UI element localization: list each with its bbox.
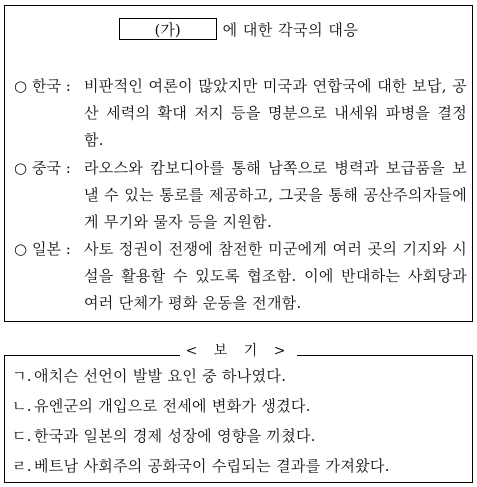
title-text: 에 대한 각국의 대응 [222, 20, 359, 39]
option-key: ㄹ. [12, 457, 32, 475]
item-korea [14, 73, 467, 154]
option-text: 애치슨 선언이 발발 요인 중 하나였다. [34, 367, 287, 385]
item-text: 사토 정권이 전쟁에 참전한 미군에게 여러 곳의 기지와 시설을 활용할 수 있도록 협조함. 이에 반대하는 사회당과 여러 단체가 평화 운동을 전개함. [84, 240, 467, 312]
bullet-marker: ○ [14, 240, 28, 258]
option-key: ㄷ. [12, 427, 32, 445]
blank-box-ga: (가) [119, 18, 217, 40]
country-label: 한국 : [32, 77, 71, 95]
country-label: 중국 : [32, 159, 71, 177]
bogi-option [12, 456, 390, 476]
option-key: ㄴ. [12, 397, 32, 415]
option-key: ㄱ. [12, 367, 32, 385]
bogi-label-text: < 보 기 > [180, 343, 298, 359]
country-label: 일본 : [32, 240, 71, 258]
bullet-marker: ○ [14, 159, 28, 177]
bogi-option [12, 396, 311, 416]
item-japan [14, 236, 467, 317]
item-text: 라오스와 캄보디아를 통해 남쪽으로 병력과 보급품을 보낼 수 있는 통로를 제공하고, 그곳을 통해 공산주의자들에게 무기와 물자 등을 지원함. [84, 159, 467, 231]
bullet-marker: ○ [14, 77, 28, 95]
bogi-option [12, 426, 316, 446]
bogi-option [12, 366, 286, 386]
item-china [14, 155, 467, 236]
option-text: 베트남 사회주의 공화국이 수립되는 결과를 가져왔다. [34, 457, 390, 475]
option-text: 유엔군의 개입으로 전세에 변화가 생겼다. [34, 397, 311, 415]
passage-title [0, 18, 477, 40]
bogi-label [0, 342, 477, 360]
item-text: 비판적인 여론이 많았지만 미국과 연합국에 대한 보답, 공산 세력의 확대 저지 등을 명분으로 내세워 파병을 결정함. [84, 77, 467, 149]
option-text: 한국과 일본의 경제 성장에 영향을 끼쳤다. [34, 427, 316, 445]
